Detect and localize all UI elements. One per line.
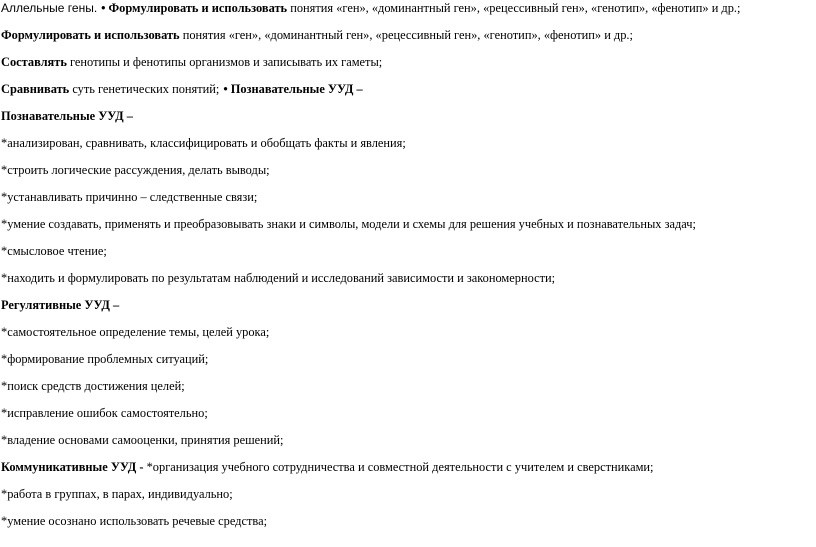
paragraph-text: понятия «ген», «доминантный ген», «рецессивный ген», «генотип», «фенотип» и др.; <box>179 28 633 42</box>
list-item: *находить и формулировать по результатам наблюдений и исследований зависимости и закономерности; <box>1 271 556 285</box>
list-item: *владение основами самооценки, принятия решений; <box>1 433 284 447</box>
bullet-marker: • <box>223 82 228 96</box>
section-heading-communicative <box>1 459 654 475</box>
list-item: *строить логические рассуждения, делать выводы; <box>1 163 270 177</box>
paragraph-text: генотипы и фенотипы организмов и записывать их гаметы; <box>66 55 383 69</box>
list-item: *поиск средств достижения целей; <box>1 379 185 393</box>
list-item: *смысловое чтение; <box>1 244 107 258</box>
list-item: *исправление ошибок самостоятельно; <box>1 406 208 420</box>
bullet-marker: • <box>101 1 106 15</box>
heading-allelic-genes: Аллельные гены. <box>1 1 98 15</box>
list-item: *самостоятельное определение темы, целей урока; <box>1 325 270 339</box>
bold-phrase: Составлять <box>1 55 67 69</box>
paragraph-2 <box>1 27 633 43</box>
list-item: *умение осознано использовать речевые средства; <box>1 514 268 528</box>
section-heading-text: Познавательные УУД – <box>1 109 133 123</box>
list-item: *устанавливать причинно – следственные связи; <box>1 190 258 204</box>
section-heading-text: Коммуникативные УУД - <box>1 460 144 474</box>
list-item: *анализирован, сравнивать, классифицировать и обобщать факты и явления; <box>1 136 406 150</box>
paragraph-text: понятия «ген», «доминантный ген», «рецессивный ген», «генотип», «фенотип» и др.; <box>287 1 741 15</box>
paragraph-1 <box>1 0 740 16</box>
paragraph-4 <box>1 81 363 97</box>
list-item: *умение создавать, применять и преобразовывать знаки и символы, модели и схемы для решения учебных и познавательных задач; <box>1 217 696 231</box>
section-heading-regulatory <box>1 297 119 313</box>
paragraph-3 <box>1 54 382 70</box>
section-heading-cognitive: Познавательные УУД – <box>230 82 363 96</box>
bold-phrase: Сравнивать <box>1 82 70 96</box>
list-item: *формирование проблемных ситуаций; <box>1 352 209 366</box>
paragraph-text: *организация учебного сотрудничества и совместной деятельности с учителем и сверстниками; <box>143 460 654 474</box>
list-item: *работа в группах, в парах, индивидуально; <box>1 487 233 501</box>
section-heading-cognitive <box>1 108 133 124</box>
section-heading-text: Регулятивные УУД – <box>1 298 120 312</box>
bold-phrase: Формулировать и использовать <box>108 1 288 15</box>
paragraph-text: суть генетических понятий; <box>69 82 220 96</box>
bold-phrase: Формулировать и использовать <box>1 28 180 42</box>
